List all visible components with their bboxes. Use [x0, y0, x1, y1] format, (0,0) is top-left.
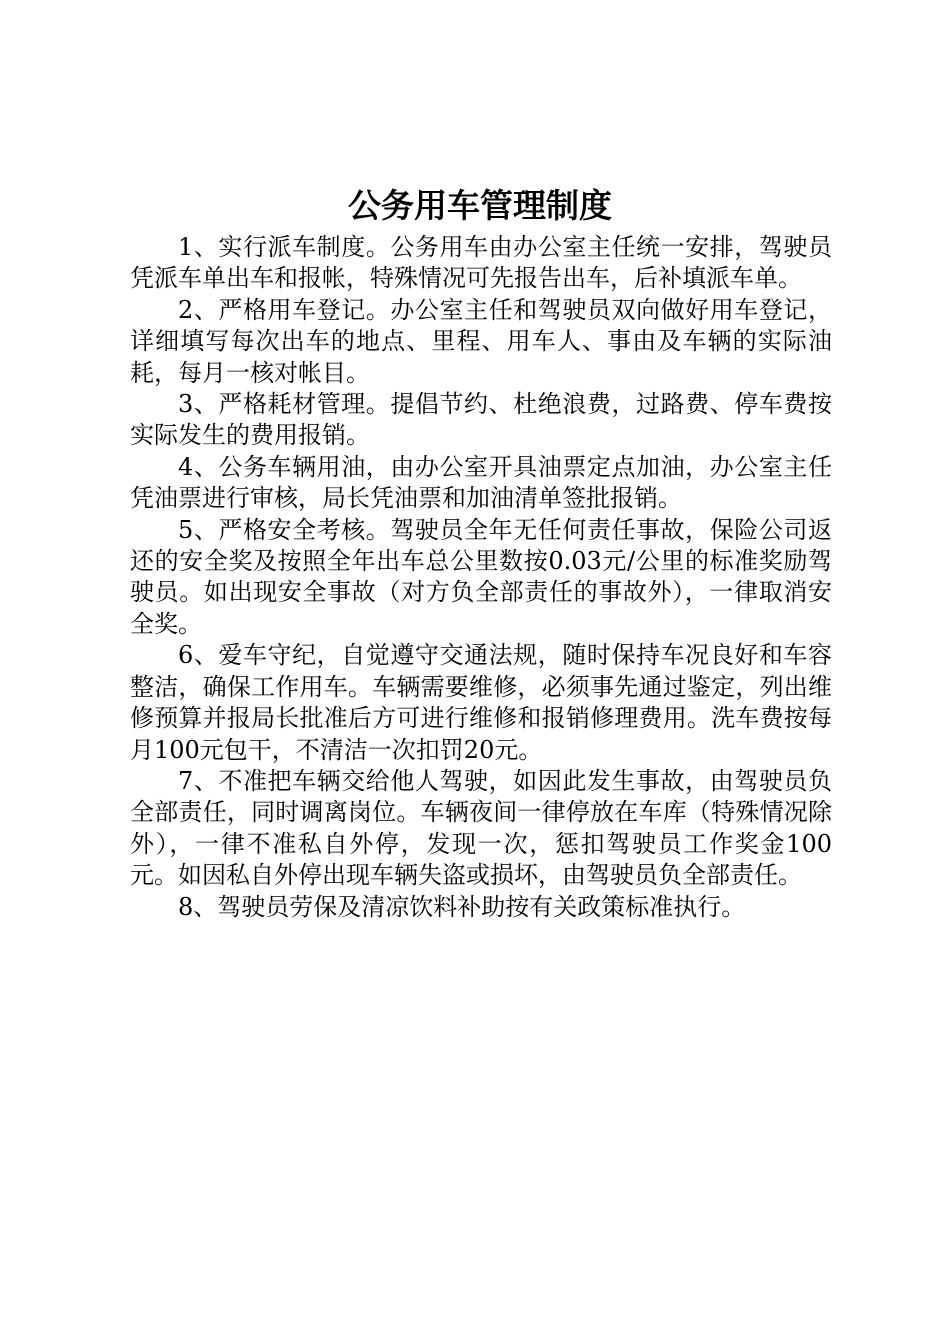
- paragraph-4: 4、公务车辆用油，由办公室开具油票定点加油，办公室主任凭油票进行审核，局长凭油票和加油清单签批报销。: [130, 452, 832, 513]
- paragraph-6: 6、爱车守纪，自觉遵守交通法规，随时保持车况良好和车容整洁，确保工作用车。车辆需要维修，必须事先通过鉴定，列出维修预算并报局长批准后方可进行维修和报销修理费用。洗车费按每月100元包干，不清洁一次扣罚20元。: [130, 641, 832, 764]
- paragraph-5: 5、严格安全考核。驾驶员全年无任何责任事故，保险公司返还的安全奖及按照全年出车总公里数按0.03元/公里的标准奖励驾驶员。如出现安全事故（对方负全部责任的事故外），一律取消安全奖。: [130, 515, 832, 638]
- paragraph-7: 7、不准把车辆交给他人驾驶，如因此发生事故，由驾驶员负全部责任，同时调离岗位。车辆夜间一律停放在车库（特殊情况除外），一律不准私自外停，发现一次，惩扣驾驶员工作奖金100元。如因私自外停出现车辆失盗或损坏，由驾驶员负全部责任。: [130, 766, 832, 890]
- paragraph-2: 2、严格用车登记。办公室主任和驾驶员双向做好用车登记，详细填写每次出车的地点、里程、用车人、事由及车辆的实际油耗，每月一核对帐目。: [130, 295, 832, 387]
- paragraph-3: 3、严格耗材管理。提倡节约、杜绝浪费，过路费、停车费按实际发生的费用报销。: [130, 390, 832, 450]
- paragraph-8: 8、驾驶员劳保及清凉饮料补助按有关政策标准执行。: [178, 892, 746, 921]
- paragraph-1: 1、实行派车制度。公务用车由办公室主任统一安排，驾驶员凭派车单出车和报帐，特殊情况可先报告出车，后补填派车单。: [130, 233, 832, 293]
- document-title: 公务用车管理制度: [348, 186, 612, 225]
- document-body: [130, 232, 832, 923]
